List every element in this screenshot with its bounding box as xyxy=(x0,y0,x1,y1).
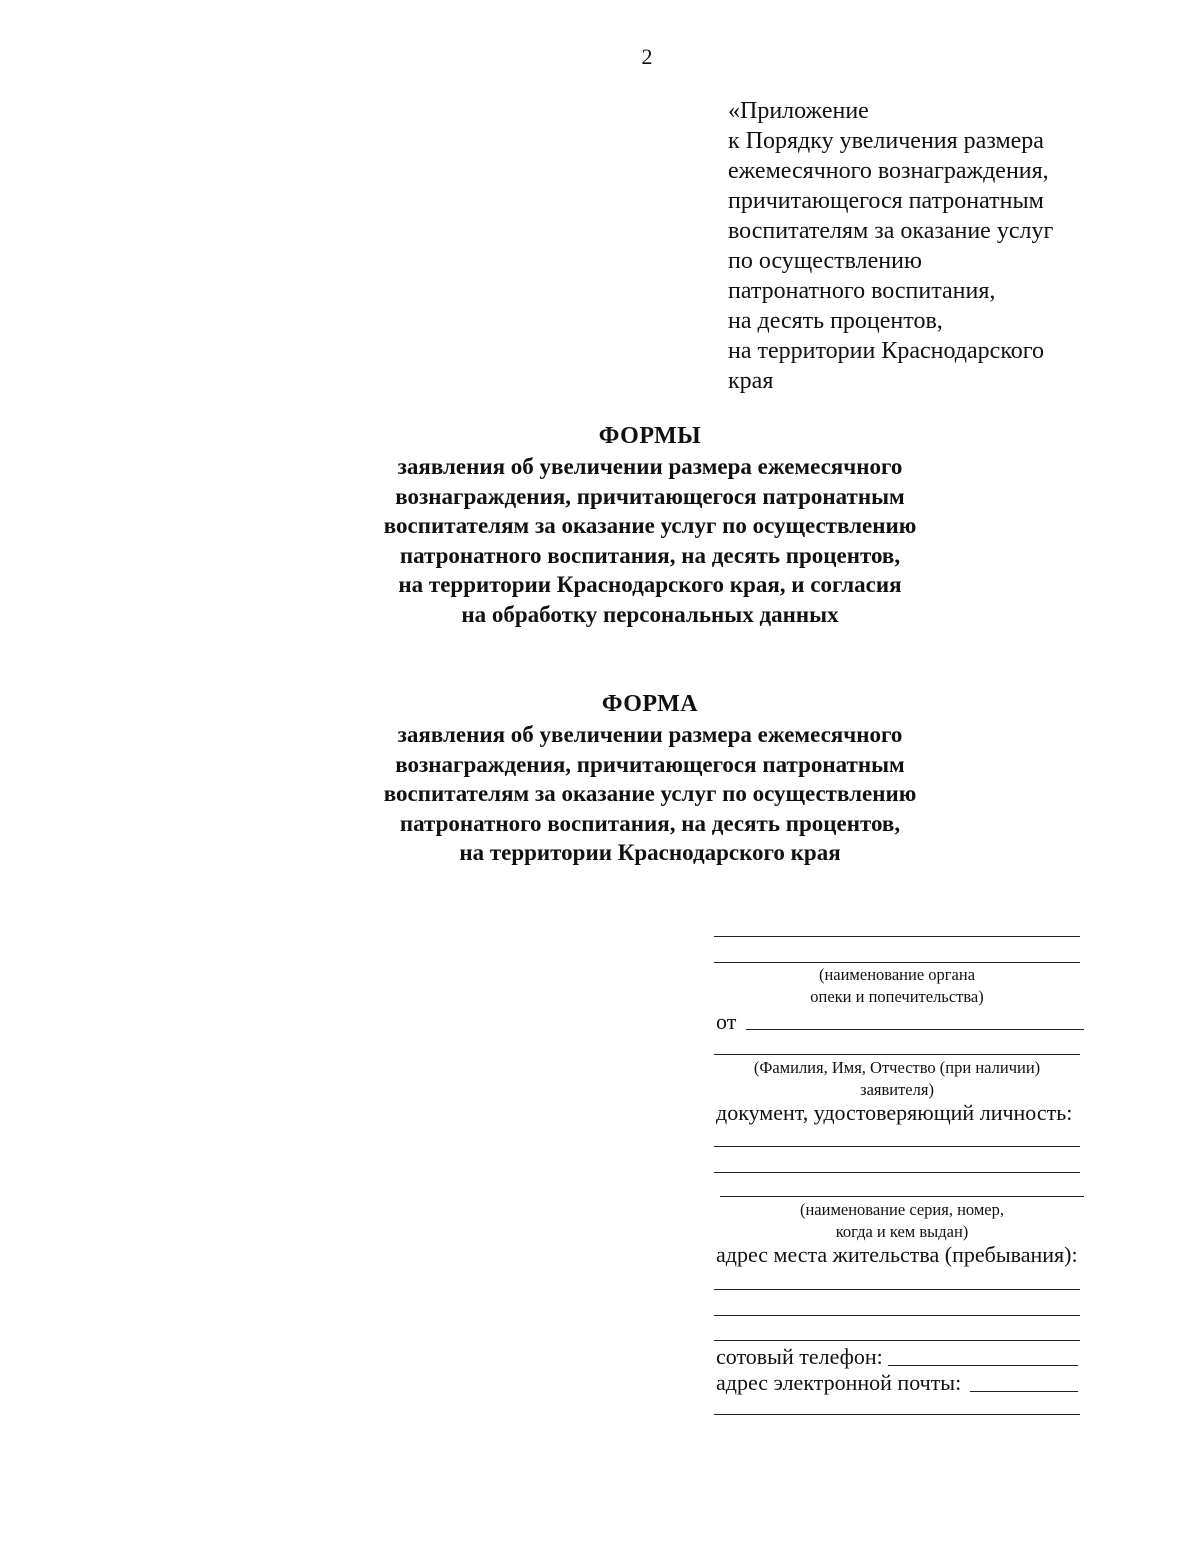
email-line[interactable] xyxy=(970,1391,1078,1392)
form-heading: ФОРМА xyxy=(601,691,699,717)
organ-caption-1: (наименование органа xyxy=(818,965,976,984)
appendix-line: по осуществлению xyxy=(728,248,922,274)
organ-caption-2: опеки и попечительства) xyxy=(810,987,984,1006)
id-document-caption-2: когда и кем выдан) xyxy=(835,1222,969,1241)
address-label: адрес места жительства (пребывания): xyxy=(716,1242,1078,1267)
form-title-block xyxy=(300,688,1000,868)
appendix-line: «Приложение xyxy=(728,98,869,124)
appendix-line: края xyxy=(728,368,774,394)
address-line-1[interactable] xyxy=(714,1289,1080,1290)
from-label: от xyxy=(716,1009,737,1034)
email-line-2[interactable] xyxy=(714,1414,1080,1415)
forms-title-line: на обработку персональных данных xyxy=(461,601,839,627)
appendix-line: воспитателям за оказание услуг xyxy=(728,218,1054,244)
fio-line[interactable] xyxy=(714,1054,1080,1055)
appendix-line: на территории Краснодарского xyxy=(728,338,1045,364)
organ-name-line-2[interactable] xyxy=(714,962,1080,963)
id-document-line-3[interactable] xyxy=(720,1196,1084,1197)
appendix-line: патронатного воспитания, xyxy=(728,278,996,304)
appendix-line: ежемесячного вознаграждения, xyxy=(728,158,1049,184)
appendix-reference xyxy=(728,96,1148,396)
forms-title-line: патронатного воспитания, на десять процентов, xyxy=(399,542,901,568)
page-number: 2 xyxy=(641,44,653,69)
id-document-caption-1: (наименование серия, номер, xyxy=(799,1200,1004,1219)
phone-label: сотовый телефон: xyxy=(716,1344,883,1369)
appendix-line: к Порядку увеличения размера xyxy=(728,128,1044,154)
forms-heading: ФОРМЫ xyxy=(598,423,702,449)
forms-title-line: заявления об увеличении размера ежемесячного xyxy=(397,454,903,479)
forms-title-line: вознаграждения, причитающегося патронатным xyxy=(395,483,905,509)
forms-title-line: воспитателям за оказание услуг по осуществлению xyxy=(383,513,917,538)
email-label: адрес электронной почты: xyxy=(716,1370,962,1395)
form-title-line: патронатного воспитания, на десять процентов, xyxy=(399,810,901,836)
appendix-line: на десять процентов, xyxy=(728,308,943,334)
forms-title-line: на территории Краснодарского края, и согласия xyxy=(398,572,902,597)
address-line-2[interactable] xyxy=(714,1315,1080,1316)
forms-title-block xyxy=(300,420,1000,629)
form-title-line: вознаграждения, причитающегося патронатным xyxy=(395,751,905,777)
id-document-line-1[interactable] xyxy=(714,1146,1080,1147)
organ-name-line-1[interactable] xyxy=(714,936,1080,937)
appendix-line: причитающегося патронатным xyxy=(728,188,1044,214)
fio-caption-2: заявителя) xyxy=(860,1080,934,1099)
form-title-line: на территории Краснодарского края xyxy=(459,840,841,865)
address-line-3[interactable] xyxy=(714,1340,1080,1341)
form-title-line: воспитателям за оказание услуг по осуществлению xyxy=(383,781,917,806)
form-title-line: заявления об увеличении размера ежемесячного xyxy=(397,722,903,747)
phone-line[interactable] xyxy=(888,1365,1078,1366)
id-document-line-2[interactable] xyxy=(714,1172,1080,1173)
fio-caption-1: (Фамилия, Имя, Отчество (при наличии) xyxy=(753,1058,1041,1077)
from-line[interactable] xyxy=(746,1029,1084,1030)
id-document-label: документ, удостоверяющий личность: xyxy=(716,1100,1073,1125)
